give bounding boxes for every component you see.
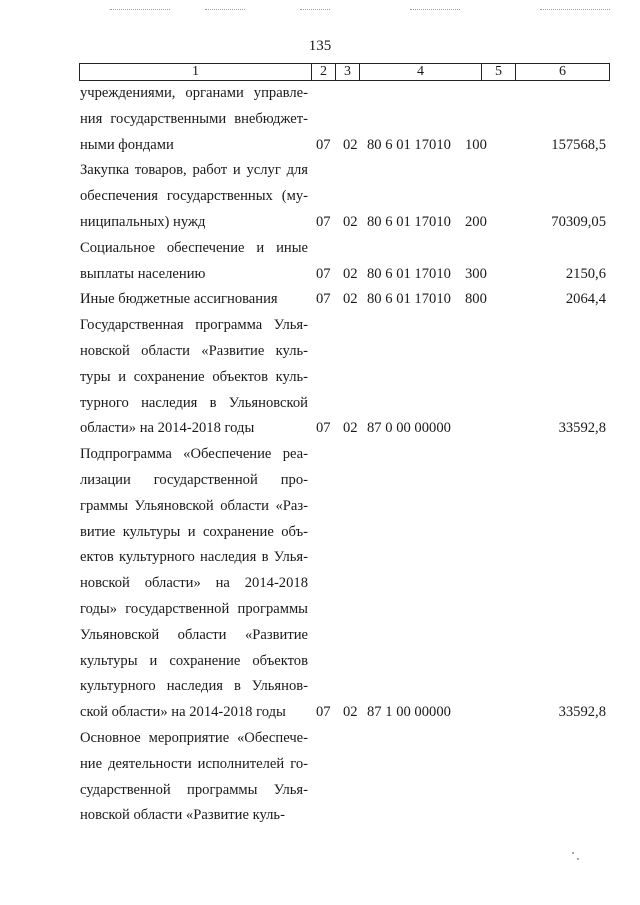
row-line: [0, 287, 640, 313]
row-line: [0, 416, 640, 442]
row-cell-col-6: 70309,05: [551, 213, 606, 230]
header-col-6: 6: [559, 64, 566, 79]
row-cell-col-6: 157568,5: [551, 136, 606, 153]
row-line: [0, 752, 640, 778]
header-col-1: 1: [80, 64, 312, 80]
row-line: [0, 339, 640, 365]
row-line: [0, 365, 640, 391]
row-line: [0, 262, 640, 288]
row-line: [0, 184, 640, 210]
table-header: [79, 63, 610, 81]
row-line: [0, 571, 640, 597]
row-cell-col-2: 07: [316, 265, 331, 282]
row-cell-col-2: 07: [316, 213, 331, 230]
row-cell-col-4: 87 1 00 00000: [367, 704, 451, 721]
row-line: [0, 778, 640, 804]
table-row: [0, 313, 640, 442]
page-number: 135: [308, 38, 332, 54]
row-line: [0, 107, 640, 133]
row-description-line: ектов культурного наследия в Улья-: [80, 549, 308, 566]
row-description-line: учреждениями, органами управле-: [80, 85, 308, 101]
table-row: [0, 726, 640, 829]
row-cell-col-2: 07: [316, 704, 331, 721]
row-description-line: лизации государственной про-: [80, 471, 308, 488]
row-line: [0, 700, 640, 726]
row-description-line: выплаты населению: [80, 265, 206, 282]
row-cell-col-5: 200: [465, 213, 487, 230]
row-description-line: ными фондами: [80, 136, 174, 153]
row-cell-col-5: 100: [465, 136, 487, 153]
row-line: [0, 391, 640, 417]
row-line: [0, 442, 640, 468]
row-description-line: туры и сохранение объектов куль-: [80, 368, 308, 385]
scan-noise-top: [410, 9, 460, 10]
row-description-line: Закупка товаров, работ и услуг для: [80, 162, 308, 179]
row-description-line: обеспечения государственных (му-: [80, 188, 308, 205]
row-line: [0, 158, 640, 184]
row-cell-col-2: 07: [316, 420, 331, 437]
row-cell-col-6: 33592,8: [558, 704, 606, 721]
row-cell-col-6: 2064,4: [565, 291, 606, 308]
row-line: [0, 597, 640, 623]
row-line: [0, 81, 640, 107]
row-description-line: ние деятельности исполнителей го-: [80, 755, 308, 772]
table-row: [0, 287, 640, 313]
row-cell-col-3: 02: [343, 213, 358, 230]
header-col-4: 4: [360, 64, 482, 80]
row-line: [0, 313, 640, 339]
row-cell-col-3: 02: [343, 265, 358, 282]
row-cell-col-3: 02: [343, 136, 358, 153]
row-line: [0, 133, 640, 159]
row-description-line: Основное мероприятие «Обеспече-: [80, 729, 308, 746]
row-line: [0, 674, 640, 700]
row-description-line: ской области» на 2014-2018 годы: [80, 704, 286, 721]
row-cell-col-2: 07: [316, 136, 331, 153]
row-description-line: Социальное обеспечение и иные: [80, 239, 308, 256]
row-description-line: Государственная программа Улья-: [80, 317, 308, 334]
row-cell-col-2: 07: [316, 291, 331, 308]
row-cell-col-5: 800: [465, 291, 487, 308]
table-row: [0, 442, 640, 726]
row-cell-col-3: 02: [343, 291, 358, 308]
row-description-line: турного наследия в Ульяновской: [80, 394, 308, 411]
row-line: [0, 520, 640, 546]
row-description-line: Ульяновской области «Развитие: [80, 626, 308, 643]
row-description-line: Иные бюджетные ассигнования: [80, 291, 278, 308]
row-description-line: ния государственными внебюджет-: [80, 110, 308, 127]
row-cell-col-6: 2150,6: [565, 265, 606, 282]
header-col-5: 5: [482, 64, 516, 80]
header-col-2: 2: [312, 64, 336, 80]
row-cell-col-4: 80 6 01 17010: [367, 265, 451, 282]
row-line: [0, 468, 640, 494]
row-cell-col-3: 02: [343, 704, 358, 721]
table-body: [0, 81, 640, 829]
row-description-line: области» на 2014-2018 годы: [80, 420, 255, 437]
row-line: [0, 649, 640, 675]
scan-noise-top: [205, 9, 245, 10]
table-row: [0, 158, 640, 235]
row-cell-col-4: 80 6 01 17010: [367, 136, 451, 153]
row-line: [0, 726, 640, 752]
row-description-line: граммы Ульяновской области «Раз-: [80, 497, 308, 514]
row-cell-col-4: 87 0 00 00000: [367, 420, 451, 437]
row-description-line: новской области «Развитие куль-: [80, 342, 308, 359]
scan-noise-top: [540, 9, 610, 10]
row-description-line: культурного наследия в Ульянов-: [80, 678, 308, 695]
row-cell-col-6: 33592,8: [558, 420, 606, 437]
row-description-line: новской области» на 2014-2018: [80, 575, 308, 592]
row-description-line: годы» государственной программы: [80, 600, 308, 617]
header-col-3: 3: [336, 64, 360, 80]
table-row: [0, 236, 640, 288]
row-line: [0, 236, 640, 262]
row-cell-col-4: 80 6 01 17010: [367, 213, 451, 230]
row-description-line: сударственной программы Улья-: [80, 781, 308, 798]
row-cell-col-5: 300: [465, 265, 487, 282]
row-line: [0, 494, 640, 520]
row-line: [0, 803, 640, 829]
scan-noise-top: [110, 9, 170, 10]
row-description-line: витие культуры и сохранение объ-: [80, 523, 308, 540]
scan-noise-top: [300, 9, 330, 10]
row-line: [0, 210, 640, 236]
scan-speck: [577, 858, 579, 860]
table-row: [0, 81, 640, 158]
row-description-line: Подпрограмма «Обеспечение реа-: [80, 446, 308, 463]
row-cell-col-3: 02: [343, 420, 358, 437]
scan-speck: [572, 852, 574, 854]
row-description-line: новской области «Развитие куль-: [80, 807, 285, 824]
row-cell-col-4: 80 6 01 17010: [367, 291, 451, 308]
row-description-line: культуры и сохранение объектов: [80, 652, 308, 669]
row-line: [0, 623, 640, 649]
row-description-line: ниципальных) нужд: [80, 213, 206, 230]
row-line: [0, 545, 640, 571]
